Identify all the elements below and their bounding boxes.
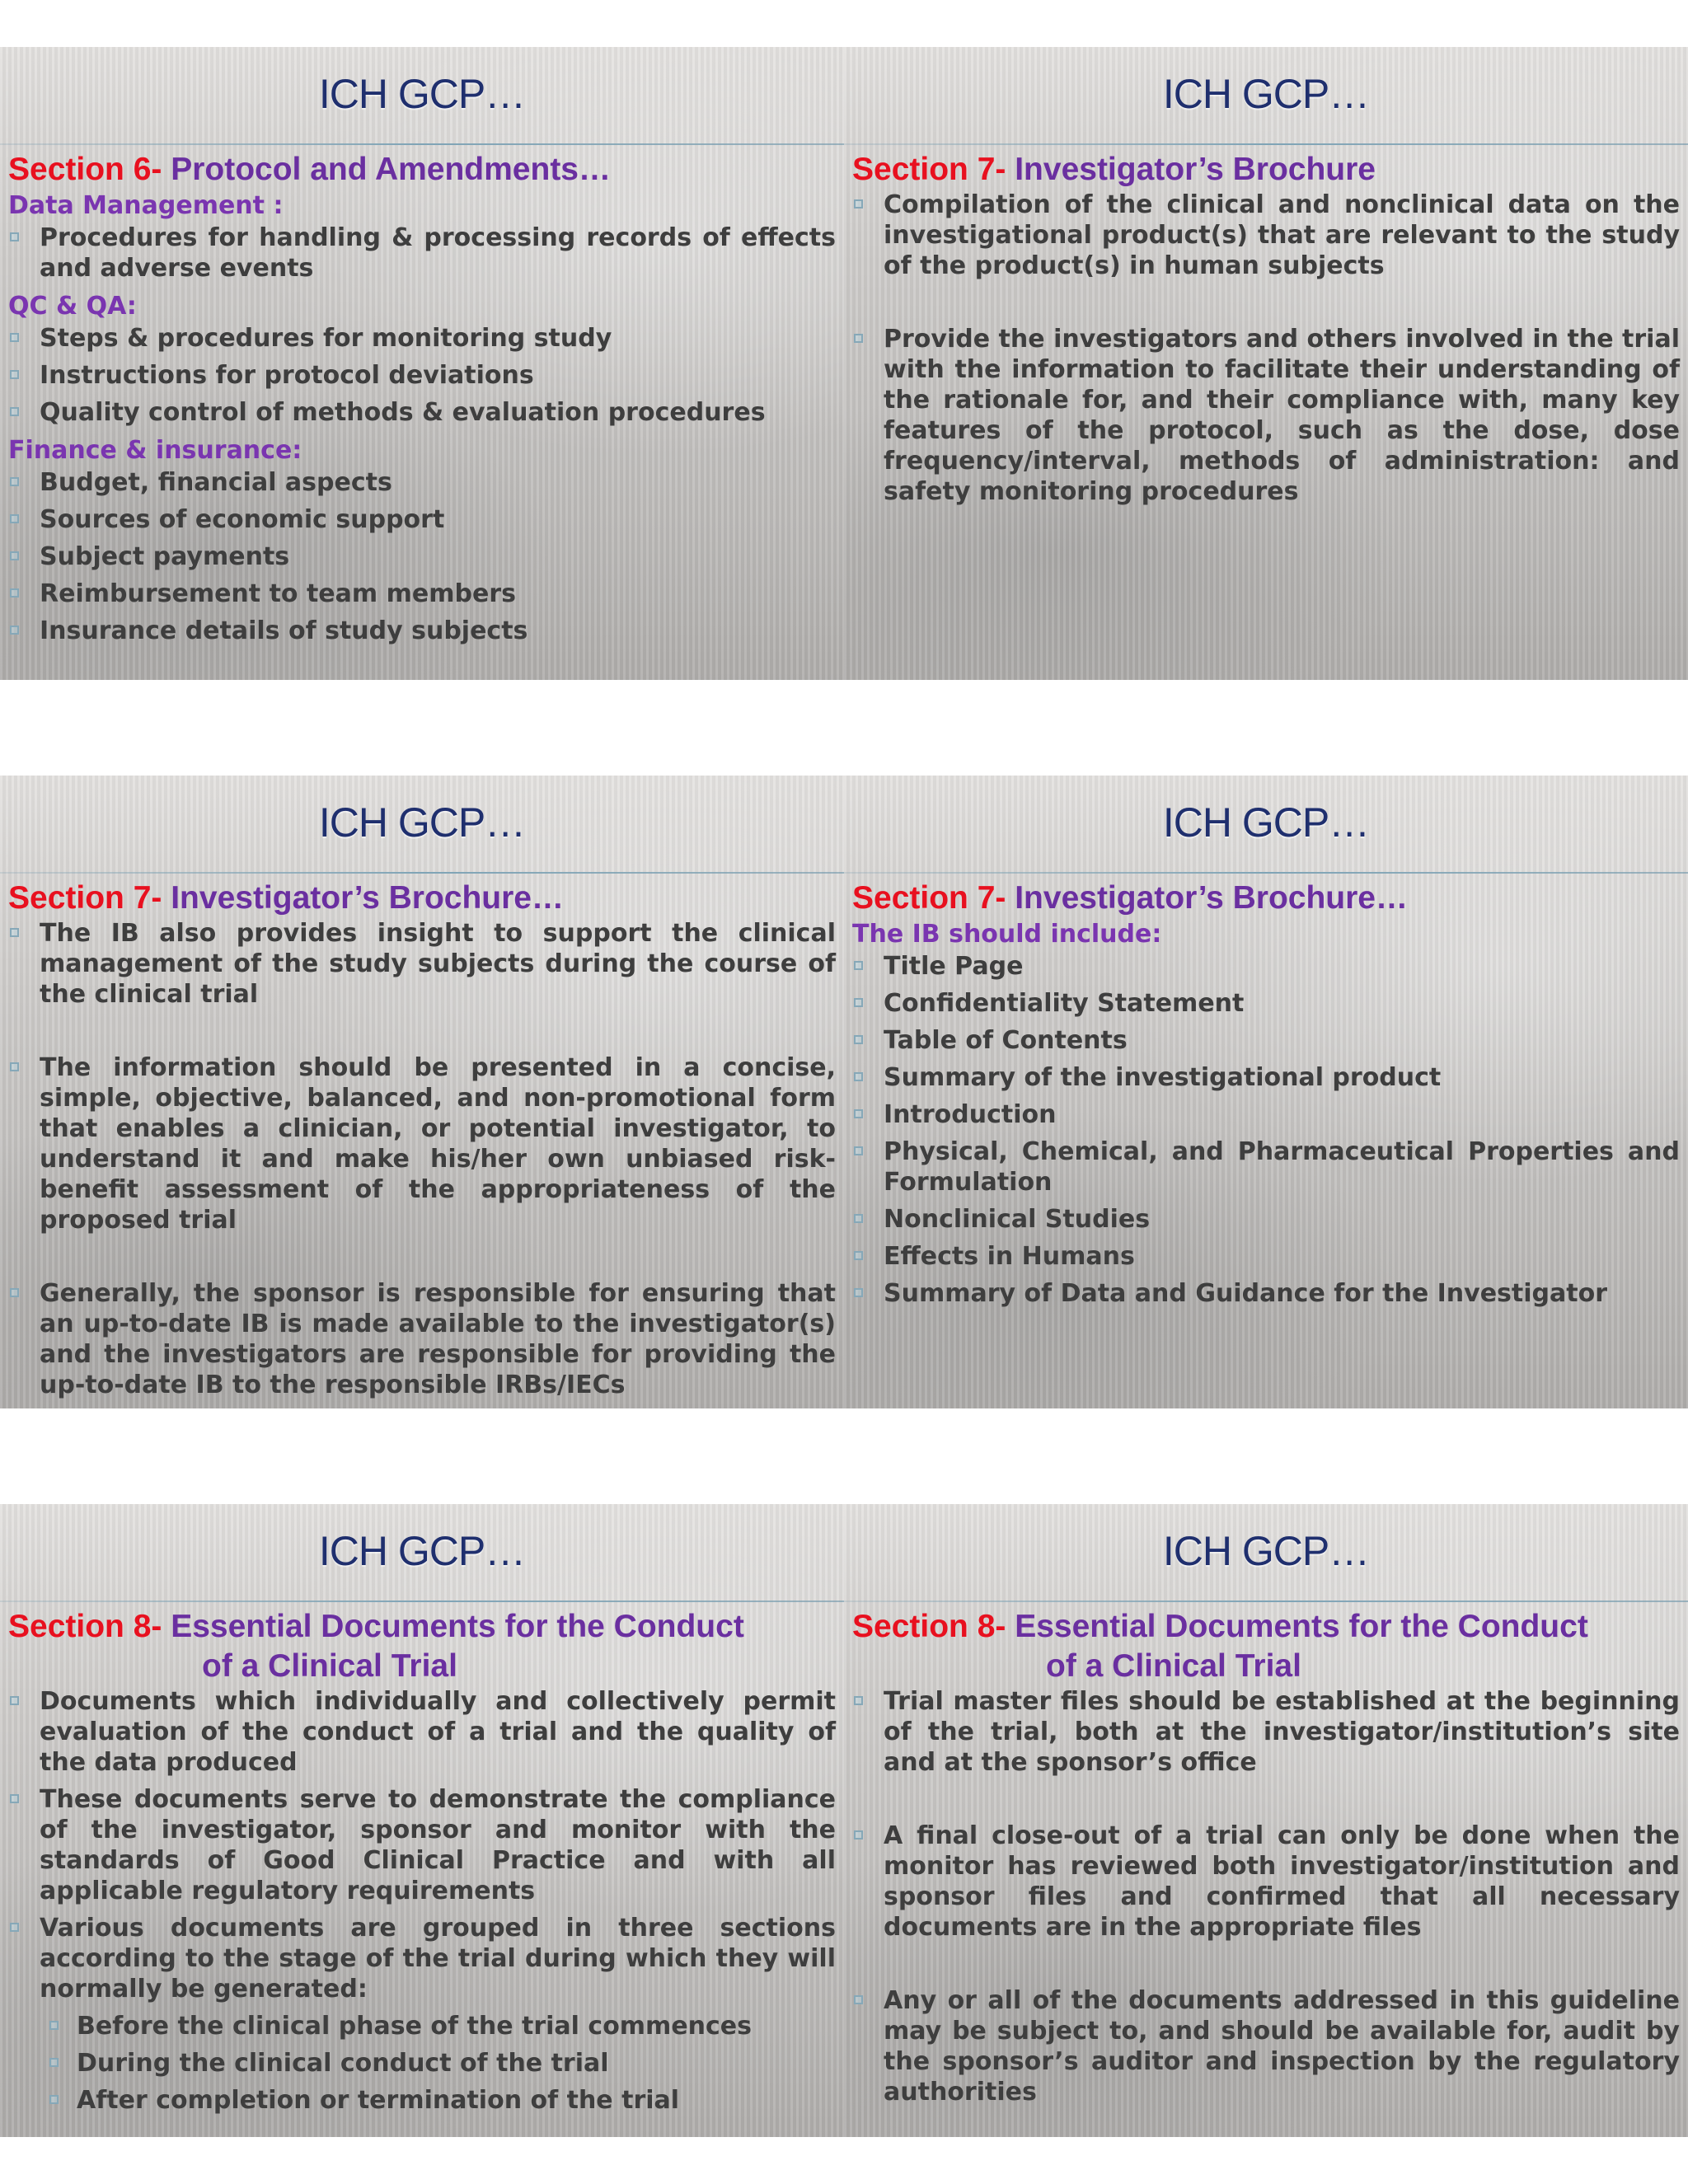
section-number: Section 8- <box>852 1609 1006 1644</box>
square-bullet-icon <box>10 370 19 379</box>
slide-title: ICH GCP… <box>1162 1528 1370 1574</box>
section-title: Essential Documents for the Conduct <box>1015 1609 1588 1644</box>
bullet-list <box>8 467 836 646</box>
list-item: Effects in Humans <box>852 1241 1680 1272</box>
slide-ib-contents <box>844 776 1688 1408</box>
slide-content <box>8 1607 836 2122</box>
square-bullet-icon <box>10 514 19 523</box>
slide-content <box>852 150 1680 550</box>
section-title-line2: of a Clinical Trial <box>1046 1648 1301 1684</box>
square-bullet-icon <box>10 1794 19 1803</box>
section-heading <box>852 1607 1680 1686</box>
bullet-list <box>8 223 836 284</box>
sub-list-item: After completion or termination of the trial <box>8 2085 836 2116</box>
section-title-line2: of a Clinical Trial <box>202 1648 457 1684</box>
square-bullet-icon <box>10 1288 19 1297</box>
group-label-data-management: Data Management : <box>8 191 284 220</box>
bullet-list <box>852 951 1680 1309</box>
list-item: Nonclinical Studies <box>852 1204 1680 1235</box>
list-item: Instructions for protocol deviations <box>8 360 836 391</box>
section-number: Section 7- <box>8 880 162 916</box>
slide-trial-master-files <box>844 1504 1688 2137</box>
list-item: Summary of the investigational product <box>852 1062 1680 1093</box>
section-heading <box>8 1607 836 1686</box>
square-bullet-icon <box>10 407 19 416</box>
section-heading <box>8 150 836 190</box>
bullet-list <box>8 323 836 428</box>
list-item: The information should be presented in a concise, simple, objective, balanced, and non-promotional form that enables a clinician, or potential investigator, to understand it and make his/her own unbiased risk-benefit assessment of the appropriateness of the proposed trial <box>8 1052 836 1235</box>
list-item: Reimbursement to team members <box>8 579 836 609</box>
list-item: Budget, financial aspects <box>8 467 836 498</box>
title-divider <box>0 143 844 145</box>
list-item: Insurance details of study subjects <box>8 616 836 646</box>
title-divider <box>0 1601 844 1602</box>
square-bullet-icon <box>49 2058 59 2067</box>
square-bullet-icon <box>854 1072 863 1081</box>
group-label-qc-qa: QC & QA: <box>8 292 137 321</box>
square-bullet-icon <box>854 1830 863 1840</box>
group-label-finance: Finance & insurance: <box>8 436 302 465</box>
slide-title: ICH GCP… <box>1162 71 1370 117</box>
slide-ib-insight <box>0 776 844 1408</box>
sub-list-item: During the clinical conduct of the trial <box>8 2048 836 2079</box>
square-bullet-icon <box>854 1696 863 1705</box>
list-item: Steps & procedures for monitoring study <box>8 323 836 354</box>
square-bullet-icon <box>10 588 19 598</box>
section-heading <box>8 879 836 918</box>
section-heading <box>852 879 1680 918</box>
list-item: Table of Contents <box>852 1025 1680 1056</box>
square-bullet-icon <box>854 1288 863 1297</box>
square-bullet-icon <box>854 1146 863 1155</box>
slide-title: ICH GCP… <box>318 799 526 846</box>
list-item: Quality control of methods & evaluation procedures <box>8 397 836 428</box>
section-title: Investigator’s Brochure… <box>1015 880 1408 916</box>
square-bullet-icon <box>10 333 19 342</box>
title-divider <box>0 872 844 874</box>
list-item: Summary of Data and Guidance for the Investigator <box>852 1278 1680 1309</box>
square-bullet-icon <box>10 551 19 560</box>
section-heading <box>852 150 1680 190</box>
square-bullet-icon <box>854 1251 863 1260</box>
title-divider <box>844 1601 1688 1602</box>
square-bullet-icon <box>854 199 863 209</box>
bullet-list <box>8 1686 836 2116</box>
list-item: These documents serve to demonstrate the compliance of the investigator, sponsor and monitor with the standards of Good Clinical Practice and with all applicable regulatory requirements <box>8 1784 836 1906</box>
list-item: Generally, the sponsor is responsible for ensuring that an up-to-date IB is made available to the investigator(s) and the investigators are responsible for providing the up-to-date IB to the responsible IRBs/IECs <box>8 1278 836 1400</box>
square-bullet-icon <box>854 1214 863 1223</box>
slide-content <box>852 879 1680 1315</box>
section-number: Section 6- <box>8 152 162 187</box>
list-item: The IB also provides insight to support the clinical management of the study subjects during the course of the clinical trial <box>8 918 836 1010</box>
square-bullet-icon <box>10 477 19 486</box>
square-bullet-icon <box>854 1109 863 1118</box>
list-item: Introduction <box>852 1099 1680 1130</box>
square-bullet-icon <box>854 961 863 970</box>
section-title: Essential Documents for the Conduct <box>171 1609 744 1644</box>
slide-investigators-brochure <box>844 47 1688 680</box>
ib-include-label: The IB should include: <box>852 920 1162 949</box>
square-bullet-icon <box>854 334 863 343</box>
bullet-list <box>852 190 1680 507</box>
slide-title: ICH GCP… <box>318 1528 526 1574</box>
slide-content <box>852 1607 1680 2137</box>
list-item: Confidentiality Statement <box>852 988 1680 1019</box>
square-bullet-icon <box>10 1062 19 1071</box>
square-bullet-icon <box>854 1995 863 2004</box>
slide-protocol-amendments <box>0 47 844 680</box>
slide-title: ICH GCP… <box>318 71 526 117</box>
square-bullet-icon <box>49 2021 59 2030</box>
list-item: Documents which individually and collectively permit evaluation of the conduct of a trial and the quality of the data produced <box>8 1686 836 1778</box>
slide-content <box>8 879 836 1408</box>
list-item: Various documents are grouped in three sections according to the stage of the trial during which they will normally be generated: <box>8 1913 836 2004</box>
list-item: Subject payments <box>8 541 836 572</box>
list-item: Sources of economic support <box>8 504 836 535</box>
title-divider <box>844 143 1688 145</box>
list-item: Trial master files should be established at the beginning of the trial, both at the investigator/institution’s site and at the sponsor’s office <box>852 1686 1680 1778</box>
bullet-list <box>852 1686 1680 2107</box>
list-item: Procedures for handling & processing records of effects and adverse events <box>8 223 836 284</box>
list-item: A final close-out of a trial can only be done when the monitor has reviewed both investigator/institution and sponsor files and confirmed that all necessary documents are in the appropriate files <box>852 1821 1680 1943</box>
slide-essential-documents <box>0 1504 844 2137</box>
section-title: Investigator’s Brochure <box>1015 152 1376 187</box>
section-number: Section 8- <box>8 1609 162 1644</box>
section-title: Protocol and Amendments… <box>171 152 611 187</box>
square-bullet-icon <box>10 1923 19 1932</box>
slide-title: ICH GCP… <box>1162 799 1370 846</box>
square-bullet-icon <box>10 232 19 241</box>
section-number: Section 7- <box>852 880 1006 916</box>
list-item: Provide the investigators and others involved in the trial with the information to facilitate their understanding of the rationale for, and their compliance with, many key features of the protocol, such as the dose, dose frequency/interval, methods of administration: and safety monitoring procedures <box>852 324 1680 507</box>
list-item: Title Page <box>852 951 1680 982</box>
list-item: Compilation of the clinical and nonclinical data on the investigational product(s) that are relevant to the study of the product(s) in human subjects <box>852 190 1680 281</box>
list-item: Physical, Chemical, and Pharmaceutical Properties and Formulation <box>852 1137 1680 1197</box>
square-bullet-icon <box>10 1696 19 1705</box>
bullet-list <box>8 918 836 1400</box>
list-item: Any or all of the documents addressed in this guideline may be subject to, and should be available for, audit by the sponsor’s auditor and inspection by the regulatory authorities <box>852 1985 1680 2107</box>
slide-content <box>8 150 836 653</box>
sub-list-item: Before the clinical phase of the trial commences <box>8 2011 836 2041</box>
square-bullet-icon <box>854 998 863 1007</box>
square-bullet-icon <box>49 2095 59 2104</box>
section-title: Investigator’s Brochure… <box>171 880 564 916</box>
section-number: Section 7- <box>852 152 1006 187</box>
square-bullet-icon <box>854 1035 863 1044</box>
square-bullet-icon <box>10 928 19 937</box>
square-bullet-icon <box>10 626 19 635</box>
title-divider <box>844 872 1688 874</box>
